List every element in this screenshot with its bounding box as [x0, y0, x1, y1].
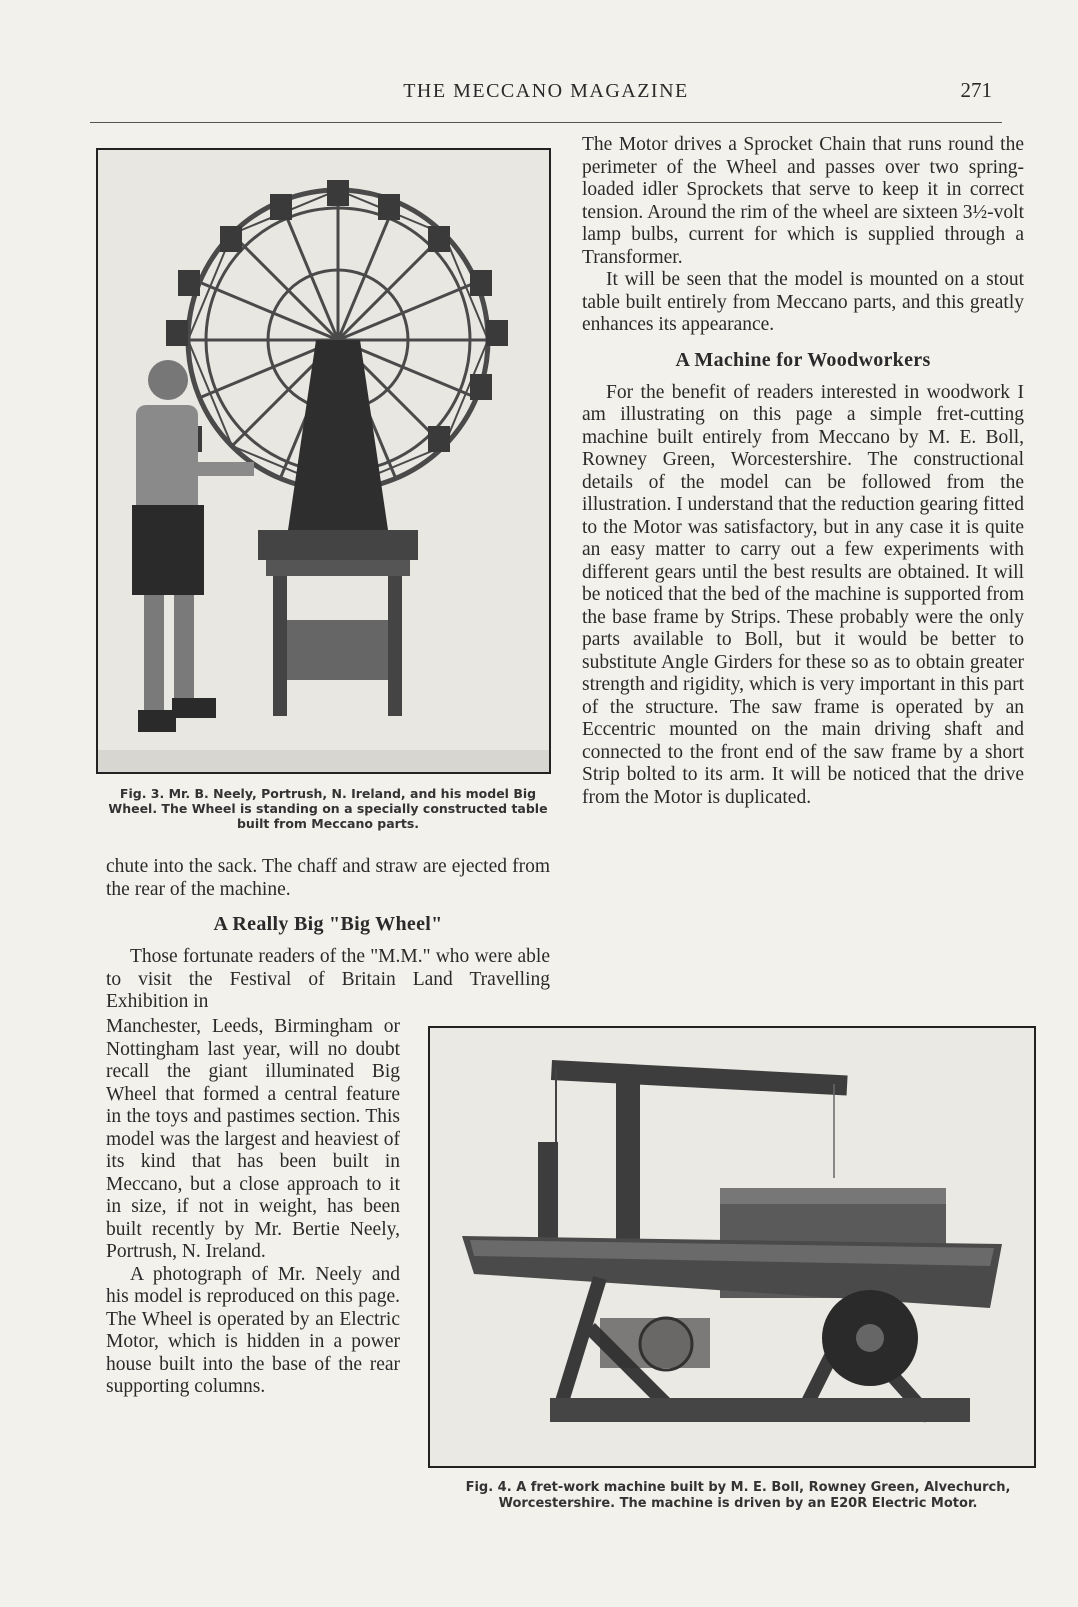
heading-woodworkers: A Machine for Woodworkers — [675, 348, 931, 371]
right-para-1: The Motor drives a Sprocket Chain that runs round the perimeter of the Wheel and passes over two spring-loaded idler Sprockets that serve to keep it in correct tension. Around the rim of the wheel are sixteen 3½-volt lamp bulbs, current for which is supplied through a Transformer. — [582, 134, 1024, 268]
left-para-2-wide: Those fortunate readers of the "M.M." who were able to visit the Festival of Britain Land Travelling Exhibition in — [106, 946, 550, 1012]
big-wheel-illustration — [98, 150, 549, 772]
left-column-narrow — [106, 1016, 400, 1399]
left-column-top — [106, 856, 550, 1014]
fretwork-machine-illustration — [430, 1028, 1034, 1466]
header-rule — [90, 122, 1002, 123]
fig3-caption: Fig. 3. Mr. B. Neely, Portrush, N. Ireland, and his model Big Wheel. The Wheel is standing on a specially constructed table built from Meccano parts. — [108, 786, 548, 831]
page-number: 271 — [960, 78, 992, 102]
masthead: THE MECCANO MAGAZINE — [403, 80, 689, 102]
page-header — [90, 74, 1002, 114]
left-para-2-narrow: Manchester, Leeds, Birmingham or Nottingham last year, will no doubt recall the giant illuminated Big Wheel that formed a central feature in the toys and pastimes section. This model was the largest and heaviest of its kind that has been built in Meccano, but a close approach to it in size, if not in weight, has been built recently by Mr. Bertie Neely, Portrush, N. Ireland. — [106, 1016, 400, 1262]
heading-big-wheel: A Really Big "Big Wheel" — [213, 913, 443, 935]
left-para-1: chute into the sack. The chaff and straw are ejected from the rear of the machine. — [106, 856, 550, 900]
fig4-photo — [428, 1026, 1036, 1468]
left-para-3: A photograph of Mr. Neely and his model is reproduced on this page. The Wheel is operated by an Electric Motor, which is hidden in a power house built into the base of the rear supporting columns. — [106, 1263, 400, 1397]
right-column — [582, 134, 1024, 809]
right-para-2: It will be seen that the model is mounted on a stout table built entirely from Meccano parts, and this greatly enhances its appearance. — [582, 269, 1024, 335]
right-para-3: For the benefit of readers interested in woodwork I am illustrating on this page a simple fret-cutting machine built entirely from Meccano by M. E. Boll, Rowney Green, Worcestershire. The constructional details of the model can be followed from the illustration. I understand that the reduction gearing fitted to the Motor was satisfactory, but in any case it is quite an easy matter to carry out a few experiments with different gears until the best results are obtained. It will be noticed that the bed of the machine is supported from the base frame by Strips. These probably were the only parts available to Boll, but it would be better to substitute Angle Girders for these so as to obtain greater strength and rigidity, which is very important in this part of the structure. The saw frame is operated by an Eccentric mounted on the main driving shaft and connected to the front end of the saw frame by a short Strip bolted to its arm. It will be noticed that the drive from the Motor is duplicated. — [582, 381, 1024, 808]
fig3-photo — [96, 148, 551, 774]
fig4-caption: Fig. 4. A fret-work machine built by M. E. Boll, Rowney Green, Alvechurch, Worcestershire. The machine is driven by an E20R Electric Motor. — [465, 1480, 1011, 1511]
